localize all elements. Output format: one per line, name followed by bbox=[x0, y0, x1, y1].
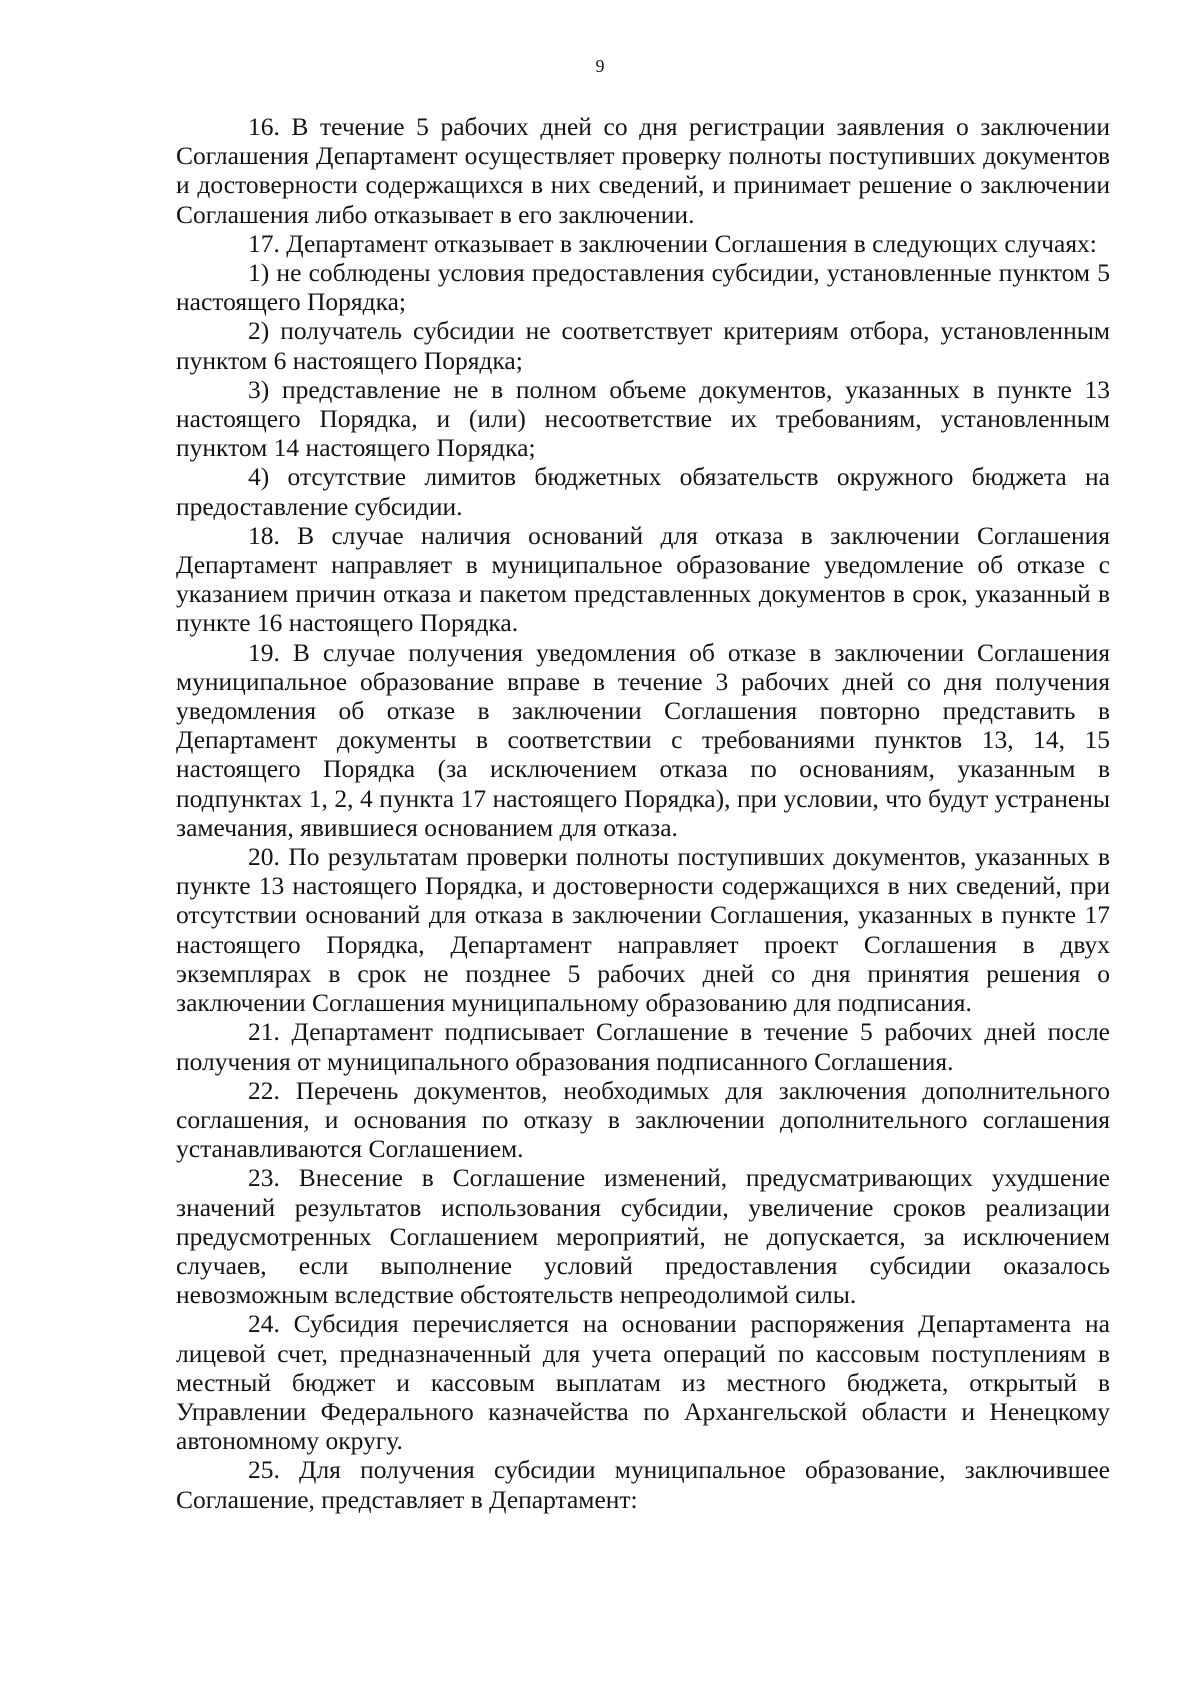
paragraph-23: 23. Внесение в Соглашение изменений, предусматривающих ухудшение значений результатов использования субсидии, увеличение сроков реализации предусмотренных Соглашением мероприятий, не допускается, за исключением случаев, если выполнение условий предоставления субсидии оказалось невозможным вследствие обстоятельств непреодолимой силы. bbox=[176, 1163, 1110, 1310]
subitem-17-1: 1) не соблюдены условия предоставления субсидии, установленные пунктом 5 настоящего Порядка; bbox=[176, 258, 1110, 317]
paragraph-18: 18. В случае наличия оснований для отказа в заключении Соглашения Департамент направляет в муниципальное образование уведомление об отказе с указанием причин отказа и пакетом представленных документов в срок, указанный в пункте 16 настоящего Порядка. bbox=[176, 520, 1110, 638]
paragraph-24: 24. Субсидия перечисляется на основании распоряжения Департамента на лицевой счет, предназначенный для учета операций по кассовым поступлениям в местный бюджет и кассовым выплатам из местного бюджета, открытый в Управлении Федерального казначейства по Архангельской области и Ненецкому автономному округу. bbox=[176, 1309, 1110, 1456]
paragraph-22: 22. Перечень документов, необходимых для заключения дополнительного соглашения, и основания по отказу в заключении дополнительного соглашения устанавливаются Соглашением. bbox=[176, 1075, 1110, 1164]
paragraph-17: 17. Департамент отказывает в заключении Соглашения в следующих случаях: bbox=[248, 228, 1097, 258]
paragraph-20: 20. По результатам проверки полноты поступивших документов, указанных в пункте 13 настоящего Порядка, и достоверности содержащихся в них сведений, при отсутствии оснований для отказа в заключении Соглашения, указанных в пункте 17 настоящего Порядка, Департамент направляет проект Соглашения в двух экземплярах в срок не позднее 5 рабочих дней со дня принятия решения о заключении Соглашения муниципальному образованию для подписания. bbox=[176, 842, 1110, 1018]
subitem-17-4: 4) отсутствие лимитов бюджетных обязательств окружного бюджета на предоставление субсидии. bbox=[176, 462, 1110, 521]
subitem-17-3: 3) представление не в полном объеме документов, указанных в пункте 13 настоящего Порядка, и (или) несоответствие их требованиям, установленным пунктом 14 настоящего Порядка; bbox=[176, 374, 1110, 463]
paragraph-21: 21. Департамент подписывает Соглашение в течение 5 рабочих дней после получения от муниципального образования подписанного Соглашения. bbox=[176, 1017, 1110, 1076]
paragraph-25: 25. Для получения субсидии муниципальное образование, заключившее Соглашение, представляет в Департамент: bbox=[176, 1455, 1110, 1514]
paragraph-19: 19. В случае получения уведомления об отказе в заключении Соглашения муниципальное образование вправе в течение 3 рабочих дней со дня получения уведомления об отказе в заключении Соглашения повторно представить в Департамент документы в соответствии с требованиями пунктов 13, 14, 15 настоящего Порядка (за исключением отказа по основаниям, указанным в подпунктах 1, 2, 4 пункта 17 настоящего Порядка), при условии, что будут устранены замечания, явившиеся основанием для отказа. bbox=[176, 637, 1110, 842]
page-number: 9 bbox=[595, 56, 605, 76]
document-body bbox=[176, 112, 1110, 1514]
paragraph-16: 16. В течение 5 рабочих дней со дня регистрации заявления о заключении Соглашения Департамент осуществляет проверку полноты поступивших документов и достоверности содержащихся в них сведений, и принимает решение о заключении Соглашения либо отказывает в его заключении. bbox=[176, 112, 1110, 229]
subitem-17-2: 2) получатель субсидии не соответствует критериям отбора, установленным пунктом 6 настоящего Порядка; bbox=[176, 316, 1110, 375]
